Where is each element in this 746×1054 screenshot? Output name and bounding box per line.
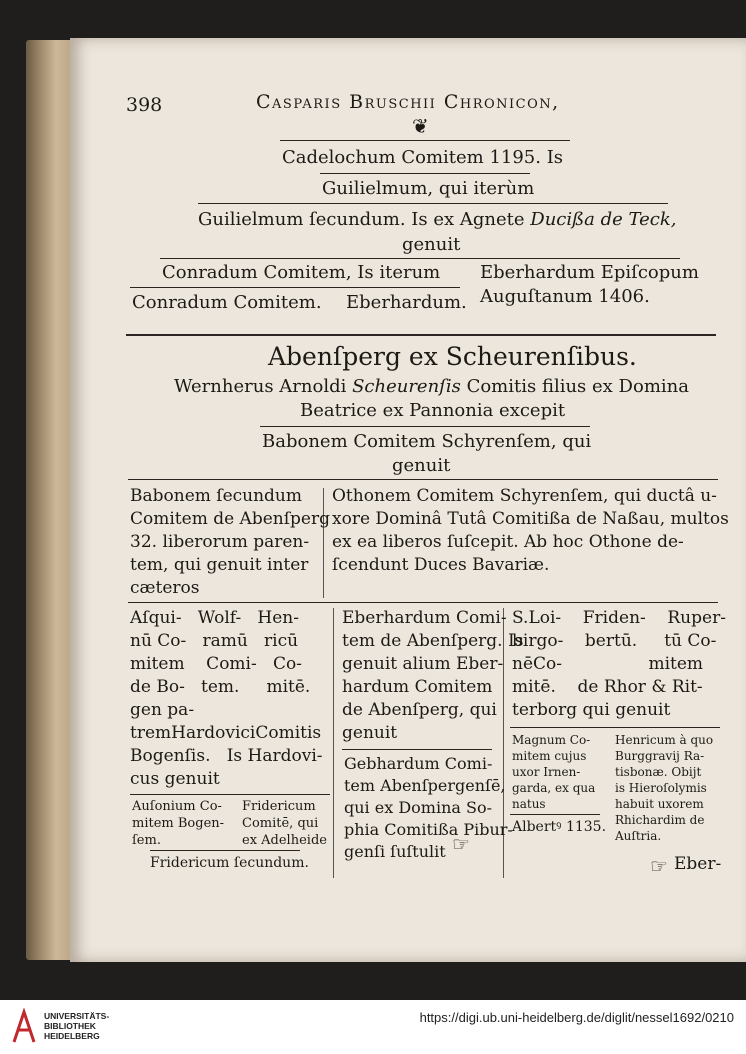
text-line: uxor Irnen- — [512, 765, 581, 779]
running-title: Casparis Bruschii Chronicon, — [256, 91, 560, 113]
column-separator — [323, 488, 324, 598]
text-line: tem Abenſpergenſē, — [344, 776, 506, 795]
text-line: Gebhardum Comi- — [344, 754, 493, 773]
book-spine — [26, 40, 76, 960]
genealogy-line: Auguſtanum 1406. — [480, 286, 650, 307]
text-line: de Bo- tem. mitē. — [130, 677, 311, 697]
text-line: genſi ſuſtulit — [344, 842, 446, 861]
sub-line: Fridericum ſecundum. — [150, 855, 309, 871]
intro-line — [174, 378, 689, 396]
text-line: ex ea liberos ſuſcepit. Ab hoc Othone de- — [332, 532, 684, 552]
book-page — [70, 38, 746, 962]
brace — [128, 479, 718, 486]
text-line: mitem Comi- Co- — [130, 654, 302, 674]
babo-line: genuit — [392, 455, 451, 476]
library-logo-icon — [10, 1008, 38, 1046]
text-line: habuit uxorem — [615, 797, 704, 811]
text-line: Eberhardum Comi- — [342, 608, 507, 628]
text-line: Comitē, qui — [242, 816, 319, 831]
babo-line: Babonem Comitem Schyrenſem, qui — [262, 431, 592, 452]
text-line: cus genuit — [130, 769, 220, 789]
text-line: mitem cujus — [512, 749, 587, 763]
brace — [280, 140, 570, 147]
institution-name — [44, 1011, 109, 1041]
intro-text: Comitis filius ex Domina — [460, 376, 689, 397]
genealogy-line: Conradum Comitem. — [132, 292, 322, 313]
text-line: nū Co- ramū ricū — [130, 631, 299, 651]
section-title: Abenſperg ex Scheurenſibus. — [268, 342, 637, 371]
genealogy-line: Cadelochum Comitem 1195. Is — [282, 147, 564, 168]
text-line: Comitem de Abenſperg — [130, 509, 330, 529]
text-line: Rhichardim de — [615, 813, 705, 827]
text-line: qui ex Domina So- — [344, 798, 493, 817]
text-line: 32. liberorum paren- — [130, 532, 310, 552]
text-line: hardum Comitem — [342, 677, 493, 697]
text-line: garda, ex qua — [512, 781, 596, 795]
text-line: S.Loi- Friden- Ruper- — [512, 608, 726, 628]
text-line: ſem. — [132, 833, 161, 848]
sub-line: Albertꝰ 1135. — [512, 819, 607, 835]
text-line: gen pa- — [130, 700, 195, 720]
text-line: Babonem ſecundum — [130, 486, 303, 506]
text-line: Aſqui- Wolf- Hen- — [130, 608, 300, 628]
intro-line: Beatrice ex Pannonia excepit — [300, 400, 566, 421]
genealogy-line: Eberhardum. — [346, 292, 467, 313]
text-line: is Hieroſolymis — [615, 781, 707, 795]
text-line: mitē. de Rhor & Rit- — [512, 677, 703, 697]
text-line: genuit — [342, 723, 398, 743]
text-line: de Abenſperg, qui — [342, 700, 497, 720]
footer-bar — [0, 1000, 746, 1054]
intro-text: Wernherus Arnoldi — [174, 376, 353, 397]
text-line: tisbonæ. Obijt — [615, 765, 702, 779]
genealogy-line: Guilielmum, qui iterùm — [322, 178, 535, 199]
text-line: phia Comitißa Pibur- — [344, 820, 513, 839]
text-line: Auſonium Co- — [132, 799, 222, 814]
genealogy-line: Eberhardum Epiſcopum — [480, 262, 699, 283]
text-line: Fridericum — [242, 799, 316, 814]
column-separator — [333, 608, 334, 878]
text-line: terborg qui genuit — [512, 700, 671, 720]
text-line: Magnum Co- — [512, 733, 591, 747]
text-line: birgo- bertū. tū Co- — [512, 631, 717, 651]
pointing-hand-icon: ☞ — [650, 854, 668, 878]
institution-line: UNIVERSITÄTS- — [44, 1011, 110, 1021]
page-number: 398 — [126, 94, 163, 116]
fleuron-ornament-icon: ❦ — [412, 114, 429, 138]
genealogy-line: genuit — [402, 234, 461, 255]
text-line: Burggravij Ra- — [615, 749, 705, 763]
genealogy-line: Conradum Comitem, Is iterum — [162, 262, 441, 283]
institution-line: HEIDELBERG — [44, 1031, 100, 1041]
section-rule — [126, 334, 716, 336]
text-line: natus — [512, 797, 546, 811]
text-line: tem, qui genuit inter — [130, 555, 309, 575]
institution-line: BIBLIOTHEK — [44, 1021, 96, 1031]
text-line: xore Dominâ Tutâ Comitißa de Naßau, multos — [332, 509, 729, 529]
catchword: Eber- — [674, 854, 722, 874]
text-line: mitem Bogen- — [132, 816, 225, 831]
text-line: Othonem Comitem Schyrenſem, qui ductâ u- — [332, 486, 717, 506]
text-line: genuit alium Eber- — [342, 654, 504, 674]
genealogy-text: Guilielmum ſecundum. Is ex Agnete — [198, 209, 531, 230]
pointing-hand-icon: ☞ — [452, 832, 470, 856]
genealogy-line — [198, 211, 677, 229]
text-line: ſcendunt Duces Bavariæ. — [332, 555, 550, 575]
genealogy-text-italic: Ducißa de Teck, — [530, 209, 677, 230]
text-line: Bogenſis. Is Hardovi- — [130, 746, 323, 766]
text-line: nēCo- mitem — [512, 654, 704, 674]
text-line: cæteros — [130, 578, 200, 598]
text-line: Auſtria. — [615, 829, 662, 843]
text-line: tem de Abenſperg. Is — [342, 631, 524, 651]
intro-text-italic: Scheurenſis — [352, 376, 461, 397]
text-line: ex Adelheide — [242, 833, 327, 848]
text-line: tremHardoviciComitis — [130, 723, 322, 743]
text-line: Henricum à quo — [615, 733, 714, 747]
page-url[interactable]: https://digi.ub.uni-heidelberg.de/diglit/nessel1692/0210 — [419, 1010, 734, 1025]
